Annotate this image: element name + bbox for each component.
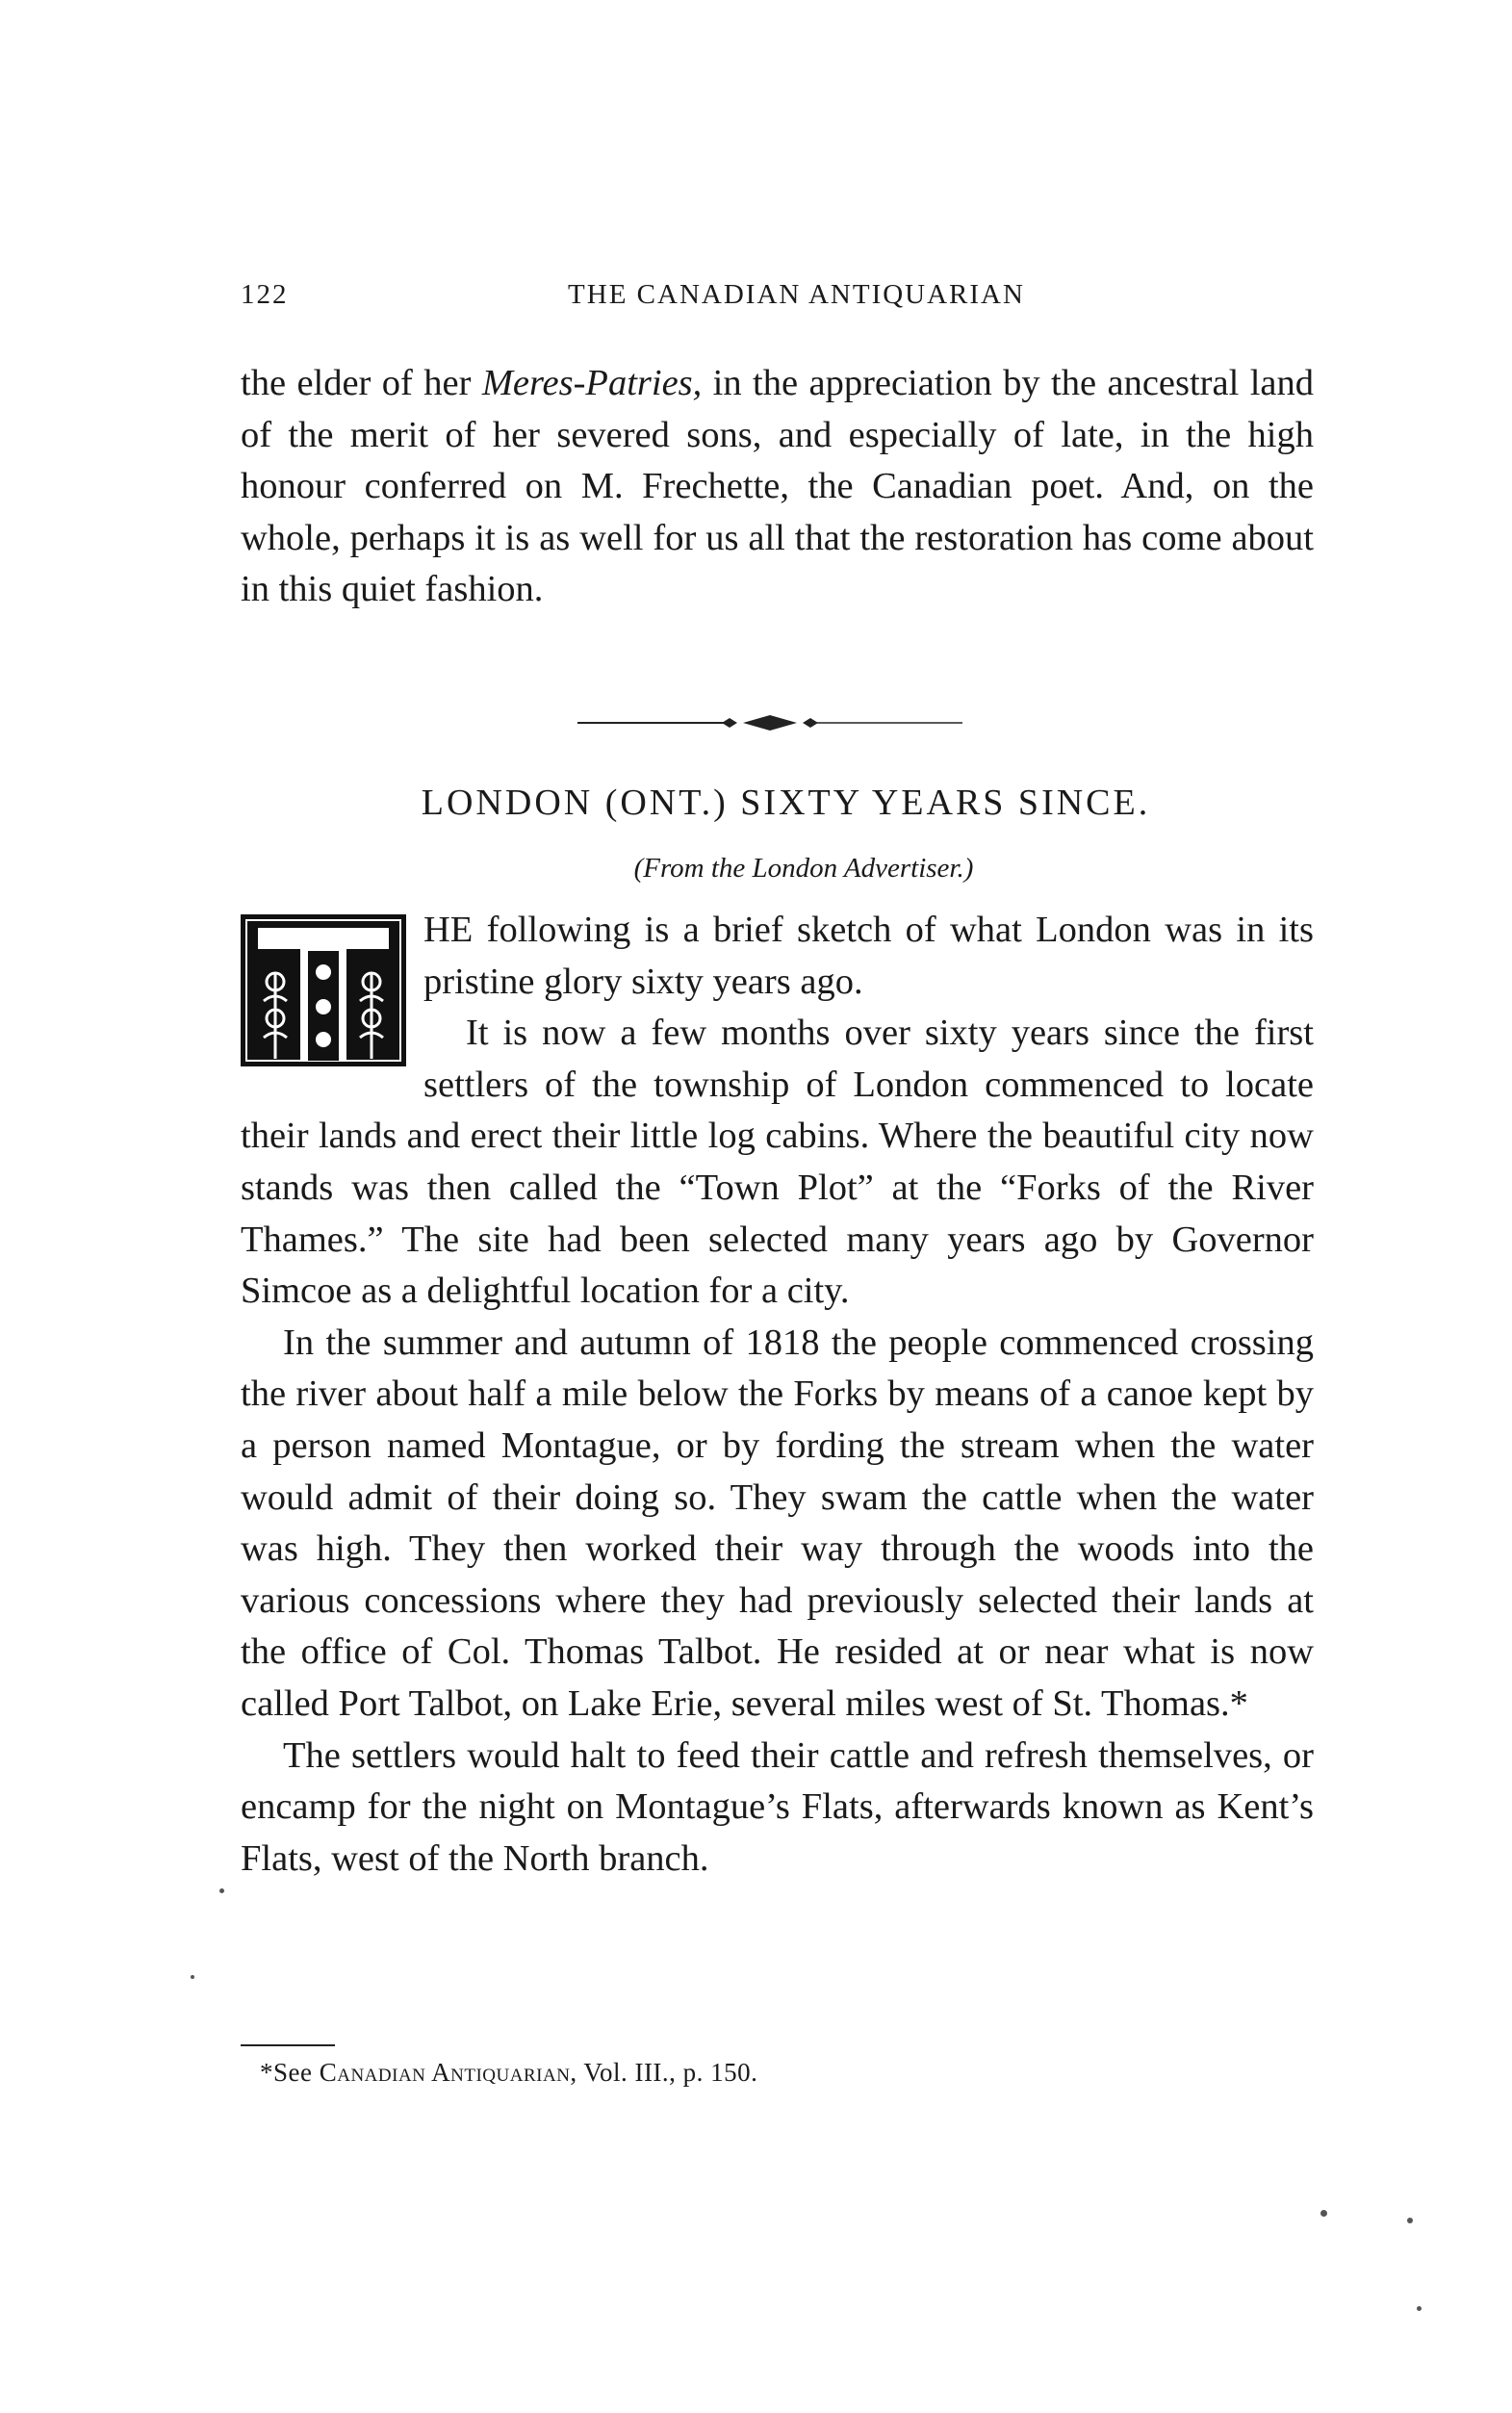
article-paragraph: HE following is a brief sketch of what London was in its pristine glory sixty years ago. — [423, 910, 1314, 1002]
continued-text-after: in the appreciation by the ancestral land of the merit of her severed sons, and especially of late, in the high honour conferred on M. Frechette, the Canadian poet. And, on the whole, perhaps it is as well for us all that the restoration has come about in this quiet fashion. — [241, 363, 1314, 610]
paper-speck — [1320, 2210, 1327, 2217]
footnote-publication: Canadian Antiquarian — [319, 2058, 571, 2087]
footnote-reference: , Vol. III., p. 150. — [570, 2058, 758, 2087]
ornamental-drop-cap — [241, 914, 406, 1066]
article-source: (From the London Advertiser.) — [633, 853, 974, 884]
running-title: THE CANADIAN ANTIQUARIAN — [568, 279, 1025, 310]
italic-term: Meres-Patries, — [481, 363, 703, 403]
continued-paragraph — [241, 358, 1314, 616]
section-divider-ornament — [577, 712, 962, 733]
continued-text-before: the elder of her — [241, 363, 482, 403]
page-number: 122 — [241, 279, 289, 310]
footnote — [260, 2058, 757, 2088]
article-body — [241, 905, 1314, 1885]
article-paragraph: The settlers would halt to feed their cattle and refresh themselves, or encamp for the night on Montague’s Flats, afterwards known as Kent’s Flats, west of the North branch. — [241, 1734, 1314, 1879]
page-header — [241, 279, 1314, 318]
paper-speck — [1407, 2218, 1413, 2223]
paper-speck — [219, 1888, 224, 1893]
article-title: LONDON (ONT.) SIXTY YEARS SINCE. — [421, 783, 1151, 823]
paper-speck — [191, 1975, 194, 1979]
paper-speck — [1417, 2306, 1422, 2311]
article-paragraph: In the summer and autumn of 1818 the people commenced crossing the river about half a mile below the Forks by means of a canoe kept by a person named Montague, or by fording the stream when the water would admit of their doing so. They swam the cattle when the water was high. They then worked their way through the woods into the various concessions where they had previously selected their lands at the office of Col. Thomas Talbot. He resided at or near what is now called Port Talbot, on Lake Erie, several miles west of St. Thomas.* — [241, 1322, 1314, 1724]
article-paragraph: It is now a few months over sixty years since the first settlers of the township of London commenced to locate their lands and erect their little log cabins. Where the beautiful city now stands was then called the “Town Plot” at the “Forks of the River Thames.” The site had been selected many years ago by Governor Simcoe as a delightful location for a city. — [241, 1013, 1314, 1312]
footnote-marker: *See — [260, 2058, 320, 2087]
footnote-rule — [241, 2044, 335, 2046]
